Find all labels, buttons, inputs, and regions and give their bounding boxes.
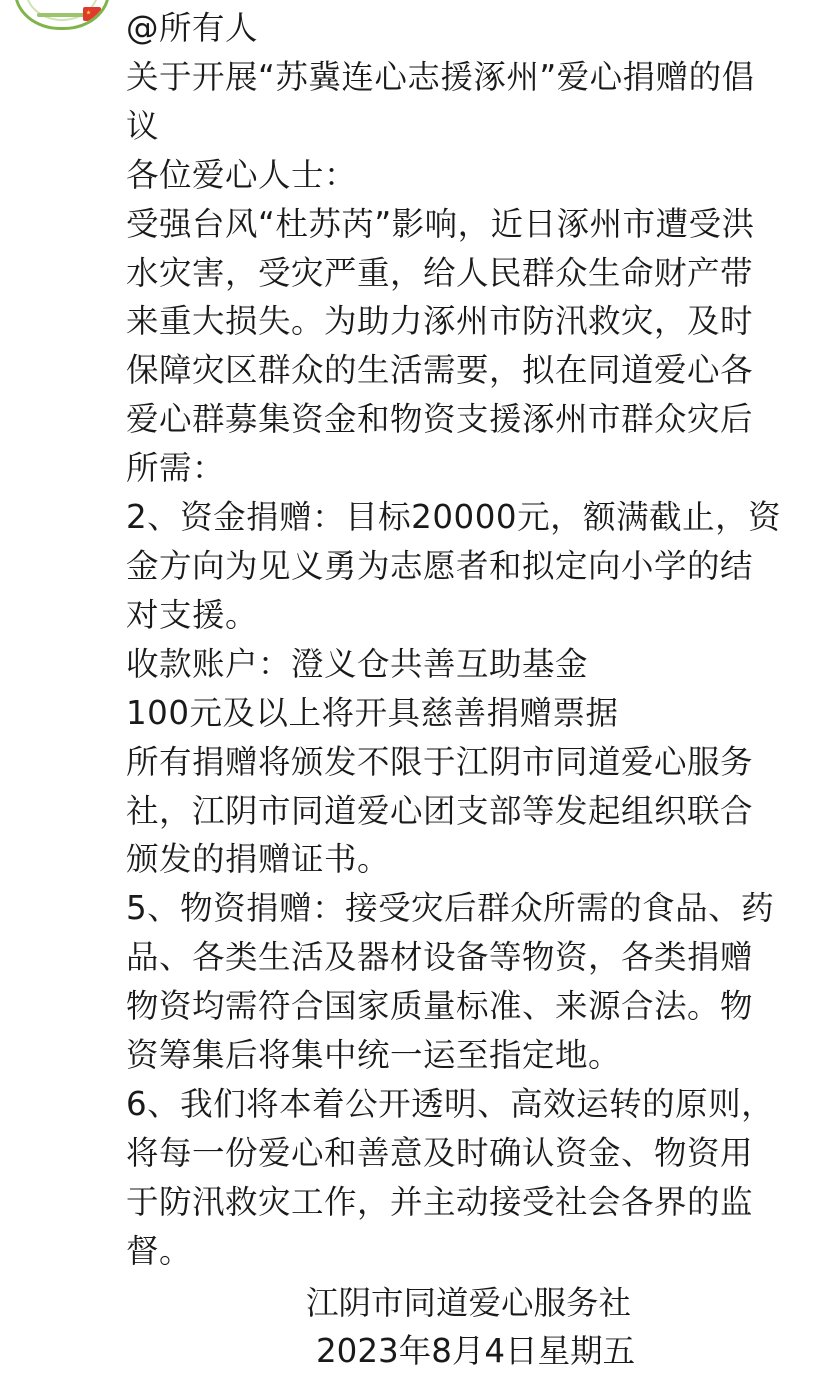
message-line: 督。 [126,1231,193,1270]
message-line: 2、资金捐赠：目标20000元，额满截止，资 [126,498,782,537]
sender-avatar[interactable] [14,0,110,30]
message-line: 水灾害，受灾严重，给人民群众生命财产带 [126,253,754,292]
message-line: 来重大损失。为助力涿州市防汛救灾，及时 [126,302,754,341]
message-line: 关于开展“苏冀连心志援涿州”爱心捐赠的倡 [126,57,755,96]
message-line: 品、各类生活及器材设备等物资，各类捐赠 [126,938,754,977]
message-line: 收款账户：澄义仓共善互助基金 [126,644,589,683]
chat-message-text [126,4,798,1276]
message-line: 5、物资捐赠：接受灾后群众所需的食品、药 [126,889,775,928]
message-line: 社，江阴市同道爱心团支部等发起组织联合 [126,791,754,830]
message-line: 物资均需符合国家质量标准、来源合法。物 [126,987,754,1026]
message-line: 将每一份爱心和善意及时确认资金、物资用 [126,1133,754,1172]
signature-organization: 江阴市同道爱心服务社 [306,1284,632,1322]
logo-ribbon [37,13,85,17]
message-line: 所需： [126,449,226,488]
message-line: 议 [126,106,160,145]
message-line: 100元及以上将开具慈善捐赠票据 [126,693,619,732]
message-line: 保障灾区群众的生活需要，拟在同道爱心各 [126,351,754,390]
signature-date: 2023年8月4日星期五 [316,1332,636,1370]
message-line: 爱心群募集资金和物资支援涿州市群众灾后 [126,400,754,439]
message-line: 资筹集后将集中统一运至指定地。 [126,1036,622,1075]
message-line: 对支援。 [126,595,259,634]
message-line: 颁发的捐赠证书。 [126,840,391,879]
message-line: 金方向为见义勇为志愿者和拟定向小学的结 [126,546,754,585]
message-line: 受强台风“杜苏芮”影响，近日涿州市遭受洪 [126,204,755,243]
message-line: 所有捐赠将颁发不限于江阴市同道爱心服务 [126,742,754,781]
china-flag-icon [83,7,101,21]
message-line: 6、我们将本着公开透明、高效运转的原则， [126,1084,775,1123]
message-line: 于防汛救灾工作，并主动接受社会各界的监 [126,1182,754,1221]
mention-all[interactable]: @所有人 [126,9,259,47]
message-line: 各位爱心人士： [126,155,358,194]
